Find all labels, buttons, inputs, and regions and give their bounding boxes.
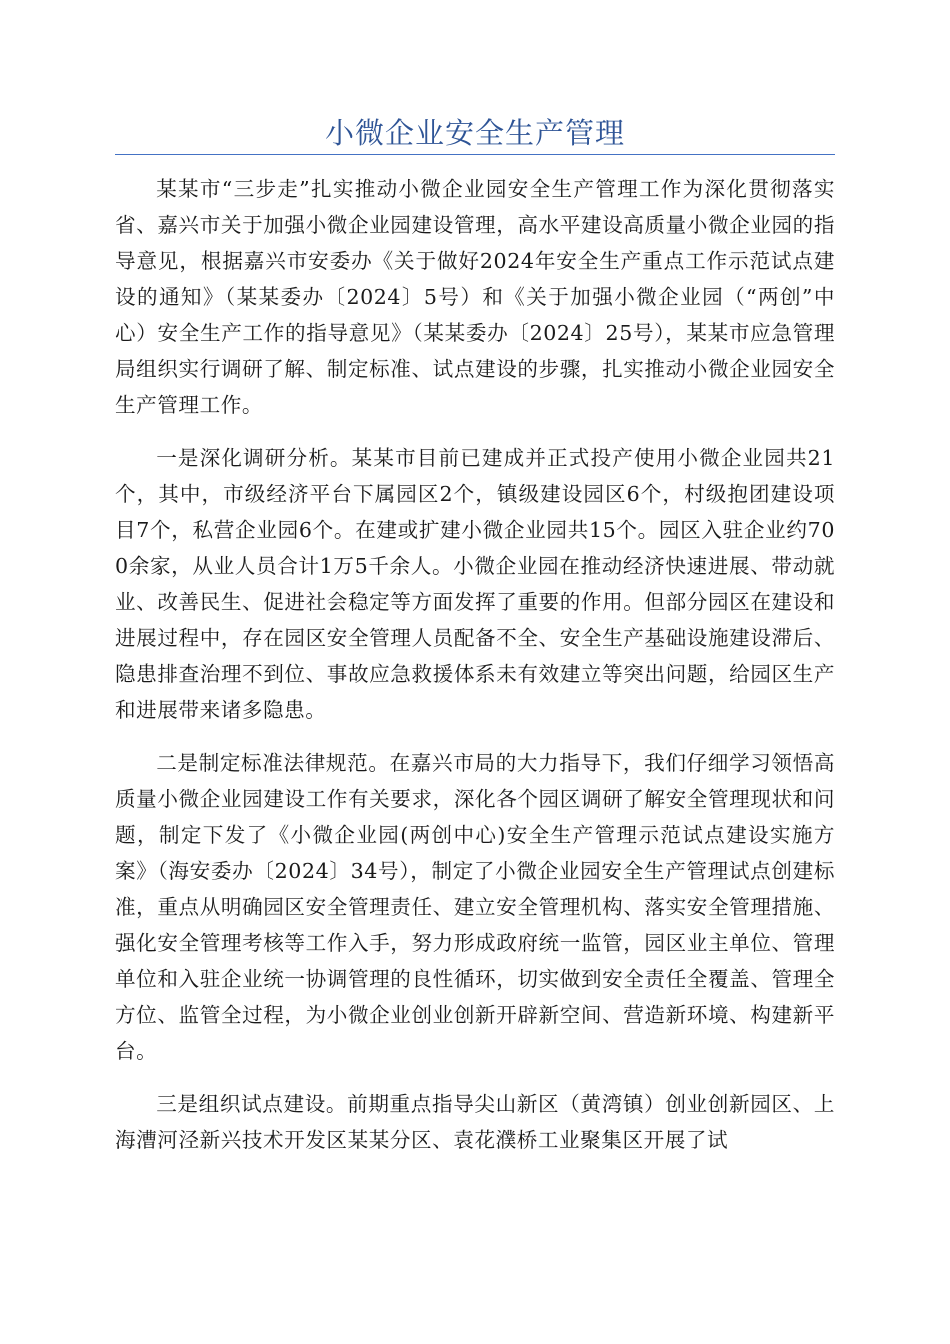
paragraph-standards: 二是制定标准法律规范。在嘉兴市局的大力指导下，我们仔细学习领悟高质量小微企业园建设工作有关要求，深化各个园区调研了解安全管理现状和问题，制定下发了《小微企业园(两创中心)安全生产管理示范试点建设实施方案》（海安委办〔2024〕34号），制定了小微企业园安全生产管理试点创建标准，重点从明确园区安全管理责任、建立安全管理机构、落实安全管理措施、强化安全管理考核等工作入手，努力形成政府统一监管，园区业主单位、管理单位和入驻企业统一协调管理的良性循环，切实做到安全责任全覆盖、管理全方位、监管全过程，为小微企业创业创新开辟新空间、营造新环境、构建新平台。: [115, 751, 835, 1063]
document-title: 小微企业安全生产管理: [324, 116, 625, 150]
title-underline: [115, 154, 835, 155]
document-body: [115, 171, 835, 1175]
paragraph-intro: 某某市“三步走”扎实推动小微企业园安全生产管理工作为深化贯彻落实省、嘉兴市关于加强小微企业园建设管理，高水平建设高质量小微企业园的指导意见，根据嘉兴市安委办《关于做好2024年安全生产重点工作示范试点建设的通知》（某某委办〔2024〕5号）和《关于加强小微企业园（“两创”中心）安全生产工作的指导意见》（某某委办〔2024〕25号），某某市应急管理局组织实行调研了解、制定标准、试点建设的步骤，扎实推动小微企业园安全生产管理工作。: [115, 177, 835, 417]
paragraph-pilot: 三是组织试点建设。前期重点指导尖山新区（黄湾镇）创业创新园区、上海漕河泾新兴技术开发区某某分区、袁花濮桥工业聚集区开展了试: [115, 1092, 835, 1152]
paragraph-research: 一是深化调研分析。某某市目前已建成并正式投产使用小微企业园共21个，其中，市级经济平台下属园区2个，镇级建设园区6个，村级抱团建设项目7个，私营企业园6个。在建或扩建小微企业园共15个。园区入驻企业约700余家，从业人员合计1万5千余人。小微企业园在推动经济快速进展、带动就业、改善民生、促进社会稳定等方面发挥了重要的作用。但部分园区在建设和进展过程中，存在园区安全管理人员配备不全、安全生产基础设施建设滞后、隐患排查治理不到位、事故应急救援体系未有效建立等突出问题，给园区生产和进展带来诸多隐患。: [115, 446, 835, 722]
